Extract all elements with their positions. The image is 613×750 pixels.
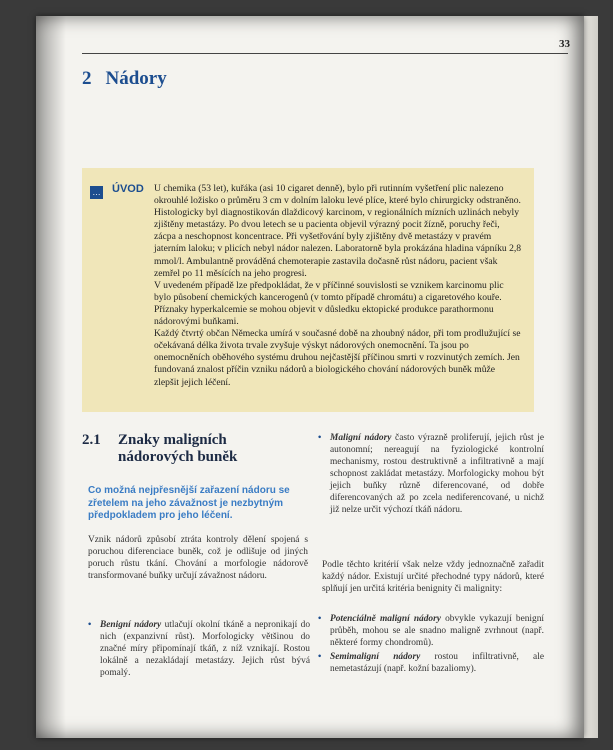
header-rule [82, 53, 568, 54]
intro-paragraph: V uvedeném případě lze předpokládat, že v příčinné souvislosti se vznikem karcinomu plic bylo působení chemických kancerogenů (v tomto případě chromátu) a cigaretového kouře. Příznaky hyperkalcemie se mohou objevit v důsledku ektopické produkce parathormonu nádorovými buňkami. [154, 279, 504, 328]
chapter-title [82, 68, 167, 90]
bullet-text: utlačují okolní tkáně a nepronikají do nich (expanzivní růst). Morfologicky většinou do značné míry připomínají tkáň, z níž vznikají. Rostou lokálně a nezakládají metastázy. Jejich růst bývá pomalý. [100, 620, 311, 678]
list-item [318, 651, 544, 675]
chapter-name: Nádory [105, 68, 167, 89]
bullet-icon: • [318, 652, 322, 662]
intro-text [154, 183, 522, 389]
bullet-term: Potenciálně maligní nádory [330, 614, 441, 624]
gutter-shadow [36, 16, 66, 738]
list-item [318, 432, 544, 516]
list-item [318, 613, 544, 649]
bullet-icon: • [318, 433, 322, 443]
bullet-term: Semimaligní nádory [330, 652, 421, 662]
intro-box-icon: … [90, 186, 103, 199]
page-edge [584, 16, 598, 738]
chapter-number: 2 [82, 68, 92, 89]
intro-paragraph: Každý čtvrtý občan Německa umírá v současné době na zhoubný nádor, při tom prodlužující se očekávaná délka života trvale zvyšuje výskyt nádorových onemocnění. Ta jsou po onemocněních oběhového systému druhou nejčastější příčinou smrti v rozvinutých zemích. Jen fundovaná znalost příčin vzniku nádorů a biologického chování nádorových buněk může zlepšit jejich léčení. [154, 328, 521, 388]
intro-label: ÚVOD [112, 183, 144, 195]
highlight-statement: Co možná nejpřesnější zařazení nádoru se zřetelem na jeho závažnost je nezbytným předpokladem pro jeho léčení. [88, 485, 290, 521]
right-paragraph: Podle těchto kritérií však nelze vždy jednoznačně zařadit každý nádor. Existují určité přechodné typy nádorů, které splňují jen určitá kritéria benignity či malignity: [322, 560, 544, 594]
page-number: 33 [559, 38, 570, 50]
book-page [36, 16, 584, 738]
bullet-text: obvykle vykazují benigní průběh, mohou se ale snadno maligně zvrhnout (např. některé formy chondromů). [330, 614, 544, 648]
section-title: Znaky maligních nádorových buněk [118, 432, 238, 465]
bullet-term: Benigní nádory [100, 620, 162, 630]
intro-box [82, 168, 534, 412]
bullet-term: Maligní nádory [330, 433, 392, 443]
section-number: 2.1 [82, 432, 101, 448]
bullet-icon: • [88, 620, 92, 630]
intro-paragraph: U chemika (53 let), kuřáka (asi 10 cigaret denně), bylo při rutinním vyšetření plic nalezeno okrouhlé ložisko o průměru 3 cm v dolním laloku levé plíce, které bylo chirurgicky odstraněno. Histologicky byl diagnostikován dlaždicový karcinom, v regionálních mízních uzlinách nebyly zjištěny metastázy. Po dvou letech se u pacienta objevil výrazný pocit žízně, poruchy řeči, zácpa a neschopnost koncentrace. Při vyšetřování byly zjištěny dvě metastázy v pravém jaterním laloku; v plicích nebyl nádor nalezen. Laboratorně byla prokázána hladina vápníku 2,8 mmol/l. Ambulantně prováděná chemoterapie zastavila dočasně růst nádoru, pacient však zemřel po 11 měsících na jeho progresi. [154, 183, 522, 279]
bullet-text: často výrazně proliferují, jejich růst je autonomní; nereagují na fyziologické kontrolní mechanismy, rostou destruktivně a infiltrativně a mají schopnost zakládat metastázy. Morfologicky mohou být jejich buňky různě diferencované, od dobře diferencovaných až po zcela nediferencované, u nichž již nelze určit výchozí tkáň nádoru. [330, 433, 545, 515]
left-paragraph: Vznik nádorů způsobí ztráta kontroly dělení spojená s poruchou diferenciace buněk, což je odlišuje od jiných poruch růstu tkání. Chování a morfologie nádorově transformované buňky určují závažnost nádoru. [88, 535, 308, 581]
bullet-text: rostou infiltrativně, ale nemetastázují (např. kožní bazaliomy). [330, 652, 544, 674]
list-item [88, 619, 310, 679]
bullet-icon: • [318, 614, 322, 624]
